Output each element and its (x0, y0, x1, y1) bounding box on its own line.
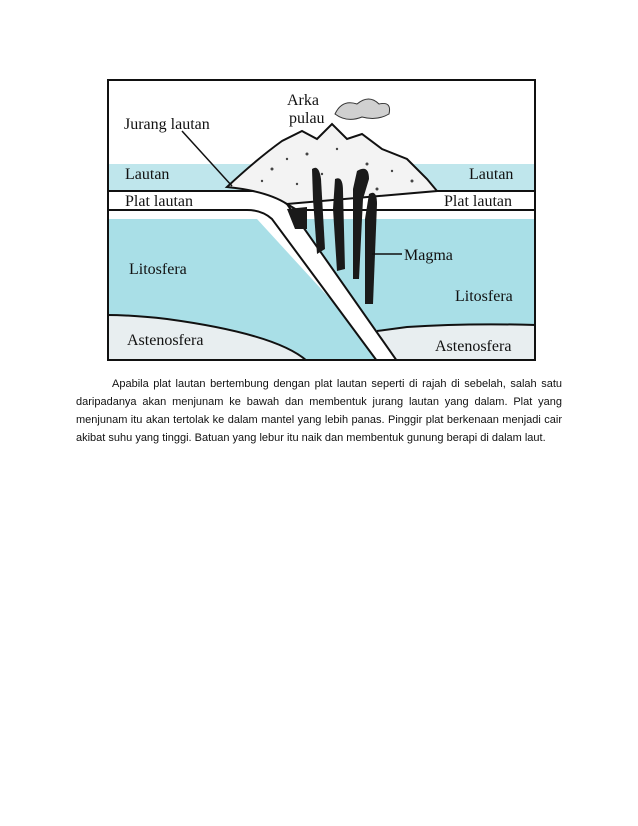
label-astenosfera-left: Astenosfera (127, 332, 204, 349)
diagram-svg (107, 79, 536, 361)
subduction-diagram (107, 79, 536, 361)
label-litosfera-left: Litosfera (129, 261, 187, 278)
label-plat-lautan-left: Plat lautan (125, 193, 193, 210)
label-magma: Magma (404, 247, 453, 264)
label-arka: Arka (287, 92, 319, 109)
label-lautan-left: Lautan (125, 166, 170, 183)
label-pulau: pulau (289, 110, 325, 127)
body-paragraph: Apabila plat lautan bertembung dengan plat lautan seperti di rajah di sebelah, salah satu daripadanya akan menjunam ke bawah dan membentuk jurang lautan yang dalam. Plat yang menjunam itu akan tertolak ke dalam mantel yang lebih panas. Pinggir plat berkenaan menjadi cair akibat suhu yang tinggi. Batuan yang lebur itu naik dan membentuk gunung berapi di dalam laut. (76, 378, 562, 444)
label-astenosfera-right: Astenosfera (435, 338, 512, 355)
label-jurang-lautan: Jurang lautan (124, 116, 210, 133)
label-lautan-right: Lautan (469, 166, 514, 183)
label-litosfera-right: Litosfera (455, 288, 513, 305)
label-plat-lautan-right: Plat lautan (444, 193, 512, 210)
